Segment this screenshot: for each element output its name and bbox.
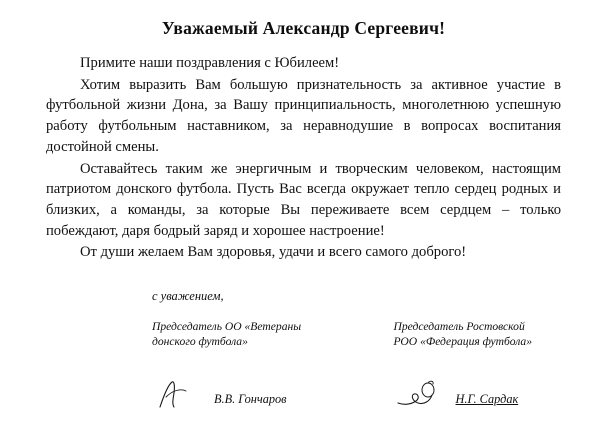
paragraph-4: От души желаем Вам здоровья, удачи и всего самого доброго! (80, 244, 467, 261)
signoff-text: с уважением, (152, 289, 224, 304)
signature-name-left: В.В. Гончаров (214, 392, 287, 407)
letter-body (46, 53, 561, 263)
signoff-block (152, 287, 575, 305)
signature-block-left (152, 319, 334, 409)
signature-block-right (394, 319, 576, 409)
paragraph-2: Хотим выразить Вам большую признательность за активное участие в футбольной жизни Дона, за Вашу принципиальность, многолетнюю успешную работу футбольным наставником, за неравнодушие в вопросах воспитания достойной смены. (46, 76, 561, 155)
signature-name-right: Н.Г. Сардак (455, 392, 519, 407)
handwritten-signature-icon (152, 379, 214, 409)
handwritten-signature-icon (394, 379, 456, 409)
signature-role-right-line1: Председатель Ростовской (393, 320, 525, 334)
signature-role-left-line1: Председатель ОО «Ветераны (152, 320, 302, 334)
signature-role-right-line2: РОО «Федерация футбола» (393, 335, 533, 349)
signature-row-left (152, 375, 334, 409)
signature-role-left-line2: донского футбола» (152, 335, 248, 349)
paragraph-1: Примите наши поздравления с Юбилеем! (80, 55, 340, 71)
paragraph-3: Оставайтесь таким же энергичным и творческим человеком, настоящим патриотом донского футбола. Пусть Вас всегда окружает тепло сердец родных и близких, а команды, за которые Вы переживаете всем сердцем – только побеждают, даря бодрый заряд и хорошее настроение! (46, 160, 561, 239)
signature-row-right (394, 375, 576, 409)
signature-columns (152, 319, 575, 409)
page-title: Уважаемый Александр Сергеевич! (161, 18, 446, 38)
